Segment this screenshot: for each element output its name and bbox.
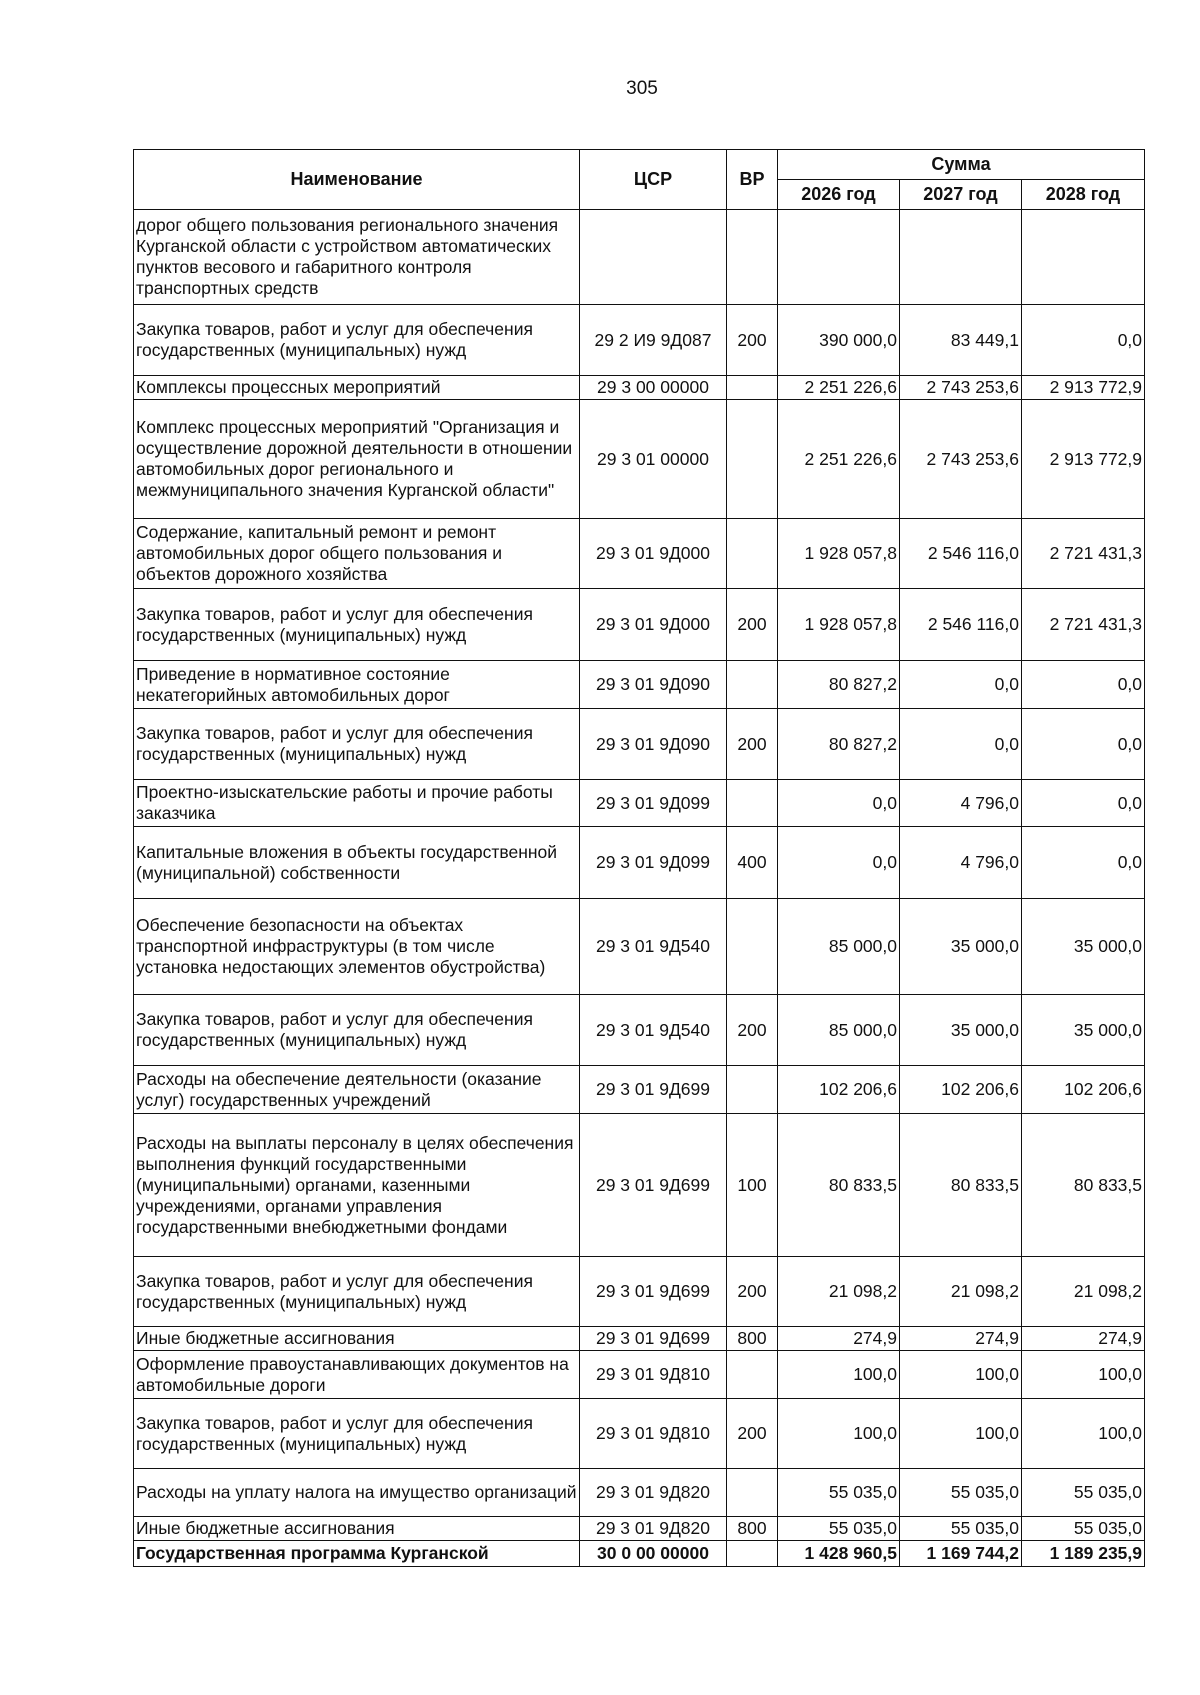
row-2026-cell: 2 251 226,6 xyxy=(778,376,900,400)
row-2026-cell xyxy=(778,210,900,305)
table-row xyxy=(134,995,1145,1066)
row-2027-cell: 100,0 xyxy=(900,1399,1022,1469)
row-csr-cell: 29 3 01 9Д099 xyxy=(580,780,727,827)
row-vr-cell xyxy=(727,1351,778,1399)
row-name-cell: Закупка товаров, работ и услуг для обеспечения государственных (муниципальных) нужд xyxy=(134,305,580,376)
row-csr-cell: 29 3 01 9Д540 xyxy=(580,899,727,995)
table-row xyxy=(134,305,1145,376)
row-2026-cell: 1 928 057,8 xyxy=(778,519,900,589)
row-name-cell: Содержание, капитальный ремонт и ремонт автомобильных дорог общего пользования и объектов дорожного хозяйства xyxy=(134,519,580,589)
row-csr-cell: 29 3 01 9Д000 xyxy=(580,519,727,589)
row-csr-cell: 29 3 01 9Д090 xyxy=(580,709,727,780)
row-vr-cell: 800 xyxy=(727,1327,778,1351)
row-2027-cell: 1 169 744,2 xyxy=(900,1541,1022,1567)
table-row xyxy=(134,589,1145,661)
header-2028: 2028 год xyxy=(1022,180,1145,210)
row-2028-cell: 2 721 431,3 xyxy=(1022,589,1145,661)
row-2027-cell: 55 035,0 xyxy=(900,1517,1022,1541)
row-vr-cell: 200 xyxy=(727,1257,778,1327)
row-2028-cell: 0,0 xyxy=(1022,827,1145,899)
row-2028-cell: 0,0 xyxy=(1022,305,1145,376)
row-vr-cell xyxy=(727,210,778,305)
row-2027-cell: 83 449,1 xyxy=(900,305,1022,376)
row-csr-cell: 29 3 01 9Д820 xyxy=(580,1469,727,1517)
row-name-cell: Обеспечение безопасности на объектах транспортной инфраструктуры (в том числе установка недостающих элементов обустройства) xyxy=(134,899,580,995)
row-2027-cell: 102 206,6 xyxy=(900,1066,1022,1114)
row-2027-cell: 4 796,0 xyxy=(900,780,1022,827)
row-2026-cell: 274,9 xyxy=(778,1327,900,1351)
table-row xyxy=(134,1541,1145,1567)
table-row xyxy=(134,661,1145,709)
table-row xyxy=(134,827,1145,899)
row-csr-cell: 29 3 01 9Д820 xyxy=(580,1517,727,1541)
table-row xyxy=(134,780,1145,827)
row-2028-cell: 0,0 xyxy=(1022,709,1145,780)
row-name-cell: Оформление правоустанавливающих документов на автомобильные дороги xyxy=(134,1351,580,1399)
row-name-cell: Закупка товаров, работ и услуг для обеспечения государственных (муниципальных) нужд xyxy=(134,1399,580,1469)
header-csr: ЦСР xyxy=(580,150,727,210)
row-2027-cell: 2 546 116,0 xyxy=(900,519,1022,589)
row-csr-cell: 29 3 01 9Д099 xyxy=(580,827,727,899)
row-name-cell: Иные бюджетные ассигнования xyxy=(134,1517,580,1541)
row-name-cell: Закупка товаров, работ и услуг для обеспечения государственных (муниципальных) нужд xyxy=(134,709,580,780)
row-vr-cell: 200 xyxy=(727,589,778,661)
row-2026-cell: 55 035,0 xyxy=(778,1469,900,1517)
row-2026-cell: 0,0 xyxy=(778,780,900,827)
row-csr-cell: 29 2 И9 9Д087 xyxy=(580,305,727,376)
row-2026-cell: 102 206,6 xyxy=(778,1066,900,1114)
row-vr-cell: 200 xyxy=(727,709,778,780)
row-csr-cell: 29 3 01 9Д810 xyxy=(580,1351,727,1399)
row-2028-cell: 2 913 772,9 xyxy=(1022,376,1145,400)
table-row xyxy=(134,1517,1145,1541)
row-name-cell: Закупка товаров, работ и услуг для обеспечения государственных (муниципальных) нужд xyxy=(134,1257,580,1327)
row-name-cell: Расходы на выплаты персоналу в целях обеспечения выполнения функций государственными (муниципальными) органами, казенными учреждениями, органами управления государственными внебюджетными фондами xyxy=(134,1114,580,1257)
header-2026: 2026 год xyxy=(778,180,900,210)
row-2027-cell: 35 000,0 xyxy=(900,995,1022,1066)
row-2028-cell: 55 035,0 xyxy=(1022,1469,1145,1517)
row-vr-cell xyxy=(727,661,778,709)
row-2026-cell: 2 251 226,6 xyxy=(778,400,900,519)
row-name-cell: Закупка товаров, работ и услуг для обеспечения государственных (муниципальных) нужд xyxy=(134,589,580,661)
header-sum: Сумма xyxy=(778,150,1145,180)
row-name-cell: Иные бюджетные ассигнования xyxy=(134,1327,580,1351)
row-vr-cell: 400 xyxy=(727,827,778,899)
row-csr-cell: 29 3 01 9Д699 xyxy=(580,1327,727,1351)
table-row xyxy=(134,1399,1145,1469)
row-2027-cell: 2 546 116,0 xyxy=(900,589,1022,661)
table-row xyxy=(134,1257,1145,1327)
row-2026-cell: 80 827,2 xyxy=(778,709,900,780)
row-name-cell: Расходы на уплату налога на имущество организаций xyxy=(134,1469,580,1517)
row-2026-cell: 85 000,0 xyxy=(778,899,900,995)
row-2027-cell: 0,0 xyxy=(900,709,1022,780)
row-vr-cell: 800 xyxy=(727,1517,778,1541)
row-2028-cell: 80 833,5 xyxy=(1022,1114,1145,1257)
row-vr-cell xyxy=(727,899,778,995)
row-2026-cell: 80 827,2 xyxy=(778,661,900,709)
row-name-cell: Капитальные вложения в объекты государственной (муниципальной) собственности xyxy=(134,827,580,899)
row-csr-cell: 29 3 01 9Д699 xyxy=(580,1257,727,1327)
row-name-cell: Государственная программа Курганской xyxy=(134,1541,580,1567)
row-2027-cell: 55 035,0 xyxy=(900,1469,1022,1517)
row-2027-cell: 4 796,0 xyxy=(900,827,1022,899)
row-2028-cell: 2 721 431,3 xyxy=(1022,519,1145,589)
row-2028-cell: 102 206,6 xyxy=(1022,1066,1145,1114)
row-2026-cell: 85 000,0 xyxy=(778,995,900,1066)
table-row xyxy=(134,400,1145,519)
row-csr-cell: 29 3 01 9Д699 xyxy=(580,1114,727,1257)
row-vr-cell xyxy=(727,519,778,589)
row-2026-cell: 80 833,5 xyxy=(778,1114,900,1257)
row-csr-cell: 29 3 01 00000 xyxy=(580,400,727,519)
row-2026-cell: 21 098,2 xyxy=(778,1257,900,1327)
row-csr-cell: 29 3 01 9Д699 xyxy=(580,1066,727,1114)
table-row xyxy=(134,1351,1145,1399)
row-2028-cell: 2 913 772,9 xyxy=(1022,400,1145,519)
row-2028-cell: 0,0 xyxy=(1022,780,1145,827)
table-row xyxy=(134,1066,1145,1114)
table-row xyxy=(134,899,1145,995)
row-vr-cell: 100 xyxy=(727,1114,778,1257)
row-2027-cell: 21 098,2 xyxy=(900,1257,1022,1327)
row-name-cell: Комплексы процессных мероприятий xyxy=(134,376,580,400)
row-csr-cell: 30 0 00 00000 xyxy=(580,1541,727,1567)
row-2027-cell: 100,0 xyxy=(900,1351,1022,1399)
row-2027-cell xyxy=(900,210,1022,305)
row-vr-cell xyxy=(727,1066,778,1114)
row-2028-cell: 21 098,2 xyxy=(1022,1257,1145,1327)
table-row xyxy=(134,519,1145,589)
row-2028-cell: 100,0 xyxy=(1022,1399,1145,1469)
row-2027-cell: 0,0 xyxy=(900,661,1022,709)
row-csr-cell xyxy=(580,210,727,305)
page-number: 305 xyxy=(626,78,658,99)
row-vr-cell: 200 xyxy=(727,1399,778,1469)
row-vr-cell: 200 xyxy=(727,305,778,376)
row-2027-cell: 274,9 xyxy=(900,1327,1022,1351)
table-row xyxy=(134,1114,1145,1257)
table-row xyxy=(134,709,1145,780)
header-vr: ВР xyxy=(727,150,778,210)
row-2028-cell: 35 000,0 xyxy=(1022,899,1145,995)
row-csr-cell: 29 3 01 9Д090 xyxy=(580,661,727,709)
row-name-cell: Комплекс процессных мероприятий "Организация и осуществление дорожной деятельности в отношении автомобильных дорог регионального и межмуниципального значения Курганской области" xyxy=(134,400,580,519)
table-row xyxy=(134,210,1145,305)
header-2027: 2027 год xyxy=(900,180,1022,210)
row-csr-cell: 29 3 01 9Д540 xyxy=(580,995,727,1066)
row-2027-cell: 35 000,0 xyxy=(900,899,1022,995)
row-csr-cell: 29 3 01 9Д810 xyxy=(580,1399,727,1469)
row-2026-cell: 1 428 960,5 xyxy=(778,1541,900,1567)
row-2027-cell: 80 833,5 xyxy=(900,1114,1022,1257)
row-2028-cell: 274,9 xyxy=(1022,1327,1145,1351)
row-2028-cell: 1 189 235,9 xyxy=(1022,1541,1145,1567)
row-vr-cell: 200 xyxy=(727,995,778,1066)
table-body xyxy=(134,210,1145,1567)
row-2028-cell: 0,0 xyxy=(1022,661,1145,709)
row-name-cell: Проектно-изыскательские работы и прочие работы заказчика xyxy=(134,780,580,827)
row-2028-cell: 55 035,0 xyxy=(1022,1517,1145,1541)
row-name-cell: дорог общего пользования регионального значения Курганской области с устройством автоматических пунктов весового и габаритного контроля транспортных средств xyxy=(134,210,580,305)
table-row xyxy=(134,1469,1145,1517)
row-2026-cell: 390 000,0 xyxy=(778,305,900,376)
row-vr-cell xyxy=(727,780,778,827)
row-vr-cell xyxy=(727,400,778,519)
row-vr-cell xyxy=(727,376,778,400)
row-2026-cell: 1 928 057,8 xyxy=(778,589,900,661)
row-vr-cell xyxy=(727,1541,778,1567)
row-2026-cell: 100,0 xyxy=(778,1399,900,1469)
row-2026-cell: 55 035,0 xyxy=(778,1517,900,1541)
row-vr-cell xyxy=(727,1469,778,1517)
row-2028-cell xyxy=(1022,210,1145,305)
row-2027-cell: 2 743 253,6 xyxy=(900,376,1022,400)
row-2027-cell: 2 743 253,6 xyxy=(900,400,1022,519)
row-name-cell: Расходы на обеспечение деятельности (оказание услуг) государственных учреждений xyxy=(134,1066,580,1114)
row-csr-cell: 29 3 01 9Д000 xyxy=(580,589,727,661)
row-2026-cell: 0,0 xyxy=(778,827,900,899)
header-name: Наименование xyxy=(134,150,580,210)
row-2028-cell: 100,0 xyxy=(1022,1351,1145,1399)
row-2028-cell: 35 000,0 xyxy=(1022,995,1145,1066)
row-2026-cell: 100,0 xyxy=(778,1351,900,1399)
row-name-cell: Приведение в нормативное состояние некатегорийных автомобильных дорог xyxy=(134,661,580,709)
row-csr-cell: 29 3 00 00000 xyxy=(580,376,727,400)
budget-table xyxy=(133,149,1145,1567)
row-name-cell: Закупка товаров, работ и услуг для обеспечения государственных (муниципальных) нужд xyxy=(134,995,580,1066)
table-row xyxy=(134,1327,1145,1351)
table-row xyxy=(134,376,1145,400)
